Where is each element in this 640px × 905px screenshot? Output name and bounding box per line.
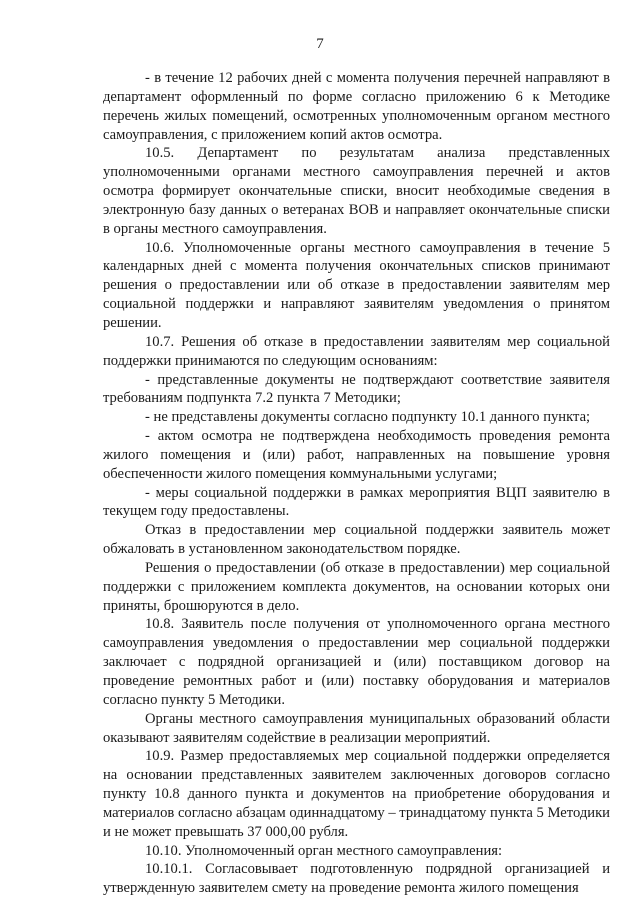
paragraph: Решения о предоставлении (об отказе в предоставлении) мер социальной поддержки с приложением комплекта документов, на основании которых они приняты, брошюруются в дело. [103, 559, 610, 614]
paragraph: 10.5. Департамент по результатам анализа представленных уполномоченными органами местного самоуправления перечней и актов осмотра формирует окончательные списки, вносит необходимые сведения в электронную базу данных о ветеранах ВОВ и направляет окончательные списки в органы местного самоуправления. [103, 145, 610, 237]
page-number: 7 [316, 36, 324, 52]
paragraph: - не представлены документы согласно подпункту 10.1 данного пункта; [145, 409, 591, 426]
paragraph: 10.9. Размер предоставляемых мер социальной поддержки определяется на основании представленных заявителем заключенных договоров согласно пункту 10.8 данного пункта и документов на приобретение оборудования и материалов согласно абзацам одиннадцатому – тринадцатому пункта 5 Методики и не может превышать 37 000,00 рубля. [103, 748, 610, 840]
paragraph: 10.7. Решения об отказе в предоставлении заявителям мер социальной поддержки принимаются по следующим основаниям: [103, 333, 610, 369]
paragraph: - меры социальной поддержки в рамках мероприятия ВЦП заявителю в текущем году предоставлены. [103, 484, 610, 520]
paragraph: 10.10. Уполномоченный орган местного самоуправления: [145, 842, 503, 859]
paragraph: - представленные документы не подтверждают соответствие заявителя требованиям подпункта 7.2 пункта 7 Методики; [103, 371, 610, 407]
paragraph: Отказ в предоставлении мер социальной поддержки заявитель может обжаловать в установленном законодательством порядке. [103, 522, 610, 558]
body-text [103, 69, 610, 898]
paragraph: 10.8. Заявитель после получения от уполномоченного органа местного самоуправления уведомления о предоставлении мер социальной поддержки заключает с подрядной организацией и (или) поставщиком договор на проведение ремонтных работ и (или) поставку оборудования и материалов согласно пункту 5 Методики. [103, 616, 610, 708]
paragraph: - в течение 12 рабочих дней с момента получения перечней направляют в департамент оформленный по форме согласно приложению 6 к Методике перечень жилых помещений, осмотренных уполномоченным органом местного самоуправления, с приложением копий актов осмотра. [103, 70, 610, 143]
paragraph: Органы местного самоуправления муниципальных образований области оказывают заявителям содействие в реализации мероприятий. [103, 710, 610, 746]
paragraph: - актом осмотра не подтверждена необходимость проведения ремонта жилого помещения и (или) работ, направленных на повышение уровня обеспеченности жилого помещения коммунальными услугами; [103, 428, 610, 482]
paragraph: 10.6. Уполномоченные органы местного самоуправления в течение 5 календарных дней с момента получения окончательных списков принимают решения о предоставлении или об отказе в предоставлении заявителям мер социальной поддержки и направляют заявителям уведомления о принятом решении. [103, 239, 610, 331]
paragraph: 10.10.1. Согласовывает подготовленную подрядной организацией и утвержденную заявителем смету на проведение ремонта жилого помещения [103, 861, 610, 897]
